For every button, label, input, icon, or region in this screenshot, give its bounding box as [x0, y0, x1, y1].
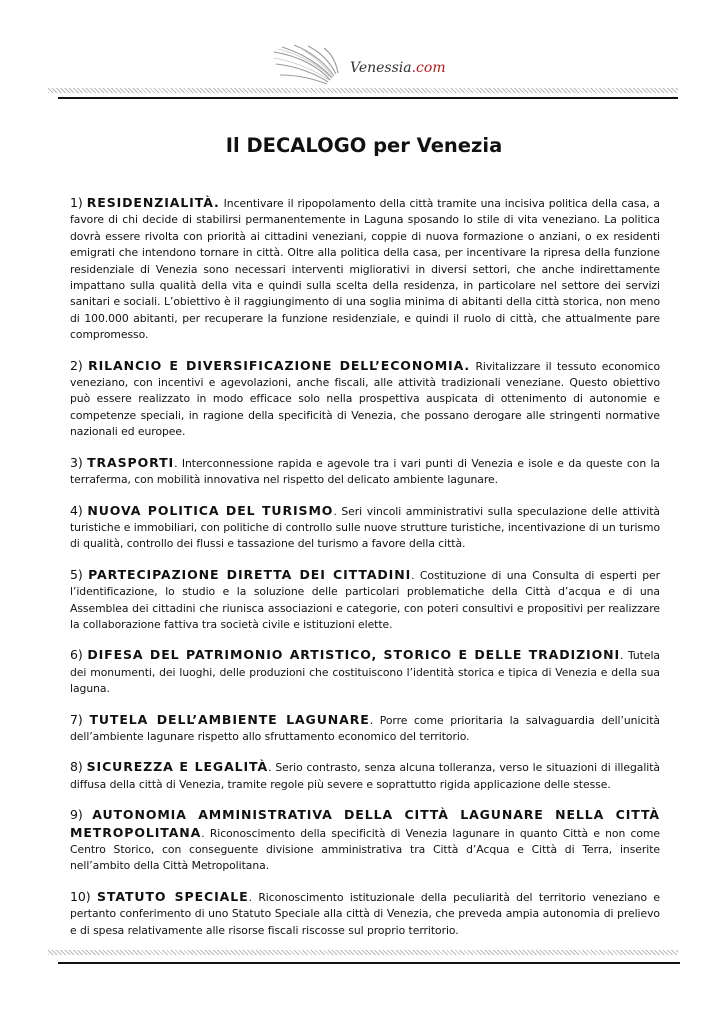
item-heading: DIFESA DEL PATRIMONIO ARTISTICO, STORICO E DELLE TRADIZIONI [87, 647, 621, 663]
item-text: . Riconoscimento della specificità di Venezia lagunare in quanto Città e non come Centro Storico, con conseguente divisione amministrativa tra Città d’Acqua e Città di Terra, inserite nell’ambito della Città Metropolitana. [70, 826, 660, 873]
item-number: 7) [70, 711, 83, 727]
site-logo [350, 60, 446, 76]
page-title: Il DECALOGO per Venezia [225, 134, 503, 157]
list-item-3 [70, 455, 660, 489]
bottom-hatch-border [48, 950, 678, 955]
item-text: . Costituzione di una Consulta di esperti per l’identificazione, lo studio e la soluzione delle particolari problematiche della Città d’acqua e di una Assemblea dei cittadini che riunisca associazioni e categorie, con poteri consultivi e propositivi per realizzare la collaborazione fattiva tra società civile e istituzioni elette. [70, 568, 660, 631]
item-number: 1) [70, 195, 83, 210]
list-item-8 [70, 759, 660, 793]
item-heading: RESIDENZIALITÀ. [86, 195, 220, 210]
list-item-1 [70, 195, 660, 344]
logo-name: Venessia [350, 60, 412, 76]
list-item-4 [70, 503, 660, 553]
list-item-2 [70, 358, 660, 441]
item-number: 5) [70, 566, 83, 582]
item-heading: SICUREZZA E LEGALITÀ [86, 759, 269, 775]
list-item-5 [70, 567, 660, 634]
item-heading: PARTECIPAZIONE DIRETTA DEI CITTADINI [88, 566, 412, 582]
bottom-rule [58, 962, 680, 964]
item-heading: TUTELA DELL’AMBIENTE LAGUNARE [89, 711, 370, 727]
item-number: 4) [70, 502, 83, 518]
item-heading: STATUTO SPECIALE [97, 888, 249, 904]
item-heading: NUOVA POLITICA DEL TURISMO [87, 502, 334, 518]
item-number: 6) [70, 647, 83, 663]
item-text: . Interconnessione rapida e agevole tra i vari punti di Venezia e isole e da queste con la terraferma, con mobilità innovativa nel rispetto del delicato ambiente lagunare. [70, 456, 660, 487]
item-number: 9) [70, 807, 83, 823]
item-number: 3) [70, 454, 83, 470]
item-text: Rivitalizzare il tessuto economico veneziano, con incentivi e agevolazioni, anche fiscali, alle attività tradizionali veneziane. Questo obiettivo può essere realizzato in modo efficace solo nella prospettiva auspicata di ottenimento di autonomie e competenze speciali, in ragione della specificità di Venezia, che possano derogare alle stringenti normative nazionali ed europee. [70, 359, 661, 439]
list-item-9 [70, 807, 660, 875]
item-text: Incentivare il ripopolamento della città tramite una incisiva politica della casa, a favore di chi decide di stabilirsi permanentemente in Laguna sposando lo stile di vita veneziano. La politica dovrà essere rivolta con priorità ai cittadini veneziani, coppie di nuova formazione o anziani, o ex residenti emigrati che intendono tornare in città. Oltre alla politica della casa, per incentivare la ripresa della funzione residenziale di Venezia sono necessari interventi migliorativi in diversi settori, che anche indirettamente impattano sulla qualità della vita e quindi sulla scelta della residenza, in particolare nel settore dei servizi sanitari e sociali. L’obiettivo è il raggiungimento di una soglia minima di abitanti della città storica, non meno di 100.000 abitanti, per recuperare la funzione residenziale, e quindi il ruolo di città, che attualmente pare compromesso. [70, 197, 660, 342]
item-heading: RILANCIO E DIVERSIFICAZIONE DELL’ECONOMIA. [88, 357, 471, 373]
item-text: . Serio contrasto, senza alcuna tolleranza, verso le situazioni di illegalità diffusa della città di Venezia, tramite regole più severe e soprattutto rigida applicazione delle stesse. [70, 761, 660, 791]
item-text: . Tutela dei monumenti, dei luoghi, delle produzioni che costituiscono l’identità storica e tipica di Venezia e della sua laguna. [70, 649, 660, 696]
top-rule [58, 97, 678, 99]
decalogo-list [70, 195, 660, 953]
item-number: 8) [70, 759, 83, 775]
list-item-10 [70, 889, 660, 939]
item-number: 10) [70, 888, 91, 904]
item-text: . Seri vincoli amministrativi sulla speculazione delle attività turistiche e immobiliari, con politiche di controllo sulle nuove strutture turistiche, incentivazione di un turismo di qualità, controllo dei flussi e tassazione del turismo a favore della città. [70, 504, 660, 551]
item-heading: AUTONOMIA AMMINISTRATIVA DELLA CITTÀ LAGUNARE NELLA CITTÀ METROPOLITANA [70, 807, 660, 840]
item-text: . Riconoscimento istituzionale della peculiarità del territorio veneziano e pertanto conferimento di uno Statuto Speciale alla città di Venezia, che preveda ampia autonomia di prelievo e di spesa relativamente alle risorse fiscali riscosse sul proprio territorio. [70, 890, 660, 937]
list-item-6 [70, 647, 660, 697]
item-heading: TRASPORTI [87, 454, 175, 470]
logo-domain: .com [411, 60, 446, 76]
item-number: 2) [70, 357, 83, 373]
item-text: . Porre come prioritaria la salvaguardia dell’unicità dell’ambiente lagunare rispetto allo sfruttamento economico del territorio. [70, 713, 660, 743]
list-item-7 [70, 712, 660, 746]
top-hatch-border [48, 88, 678, 93]
